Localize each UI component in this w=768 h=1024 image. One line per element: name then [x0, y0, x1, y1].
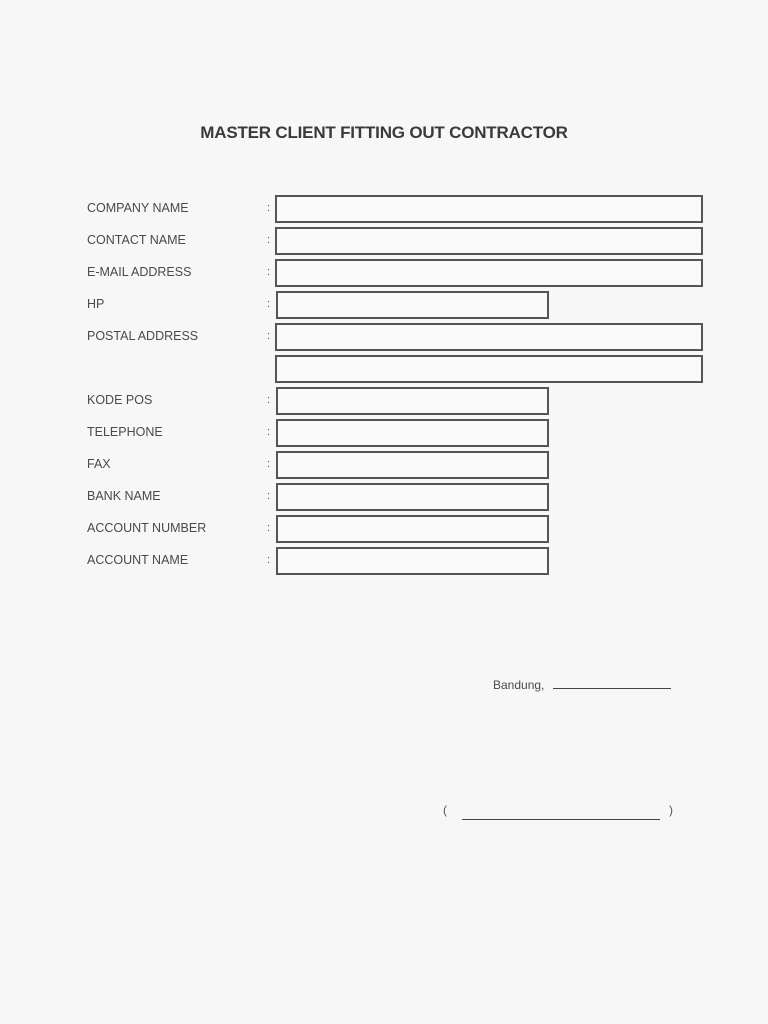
email-address-field[interactable] — [275, 259, 703, 287]
label-postal-address: POSTAL ADDRESS — [87, 329, 199, 343]
label-account-name: ACCOUNT NAME — [87, 553, 189, 567]
colon: : — [267, 234, 271, 246]
company-name-field[interactable] — [275, 195, 703, 223]
label-company-name: COMPANY NAME — [87, 201, 189, 215]
colon: : — [267, 458, 271, 470]
signature-open-paren: ( — [443, 803, 447, 817]
account-number-field[interactable] — [276, 515, 549, 543]
colon: : — [267, 266, 271, 278]
colon: : — [267, 554, 271, 566]
kode-pos-field[interactable] — [276, 387, 549, 415]
telephone-field[interactable] — [276, 419, 549, 447]
label-telephone: TELEPHONE — [87, 425, 163, 439]
colon: : — [267, 490, 271, 502]
signature-close-paren: ) — [669, 803, 673, 817]
colon: : — [267, 522, 271, 534]
signature-name-line[interactable] — [462, 819, 660, 820]
bank-name-field[interactable] — [276, 483, 549, 511]
postal-address-field-line-1[interactable] — [275, 323, 703, 351]
label-email-address: E-MAIL ADDRESS — [87, 265, 192, 279]
date-line[interactable] — [553, 688, 671, 689]
colon: : — [267, 330, 271, 342]
colon: : — [267, 202, 271, 214]
fax-field[interactable] — [276, 451, 549, 479]
label-contact-name: CONTACT NAME — [87, 233, 186, 247]
label-bank-name: BANK NAME — [87, 489, 161, 503]
colon: : — [267, 426, 271, 438]
form-title: MASTER CLIENT FITTING OUT CONTRACTOR — [200, 123, 568, 142]
account-name-field[interactable] — [276, 547, 549, 575]
colon: : — [267, 394, 271, 406]
label-account-number: ACCOUNT NUMBER — [87, 521, 207, 535]
colon: : — [267, 298, 271, 310]
postal-address-field-line-2[interactable] — [275, 355, 703, 383]
hp-field[interactable] — [276, 291, 549, 319]
label-kode-pos: KODE POS — [87, 393, 153, 407]
signature-place: Bandung, — [493, 678, 545, 692]
label-fax: FAX — [87, 457, 111, 471]
contact-name-field[interactable] — [275, 227, 703, 255]
label-hp: HP — [87, 297, 105, 311]
